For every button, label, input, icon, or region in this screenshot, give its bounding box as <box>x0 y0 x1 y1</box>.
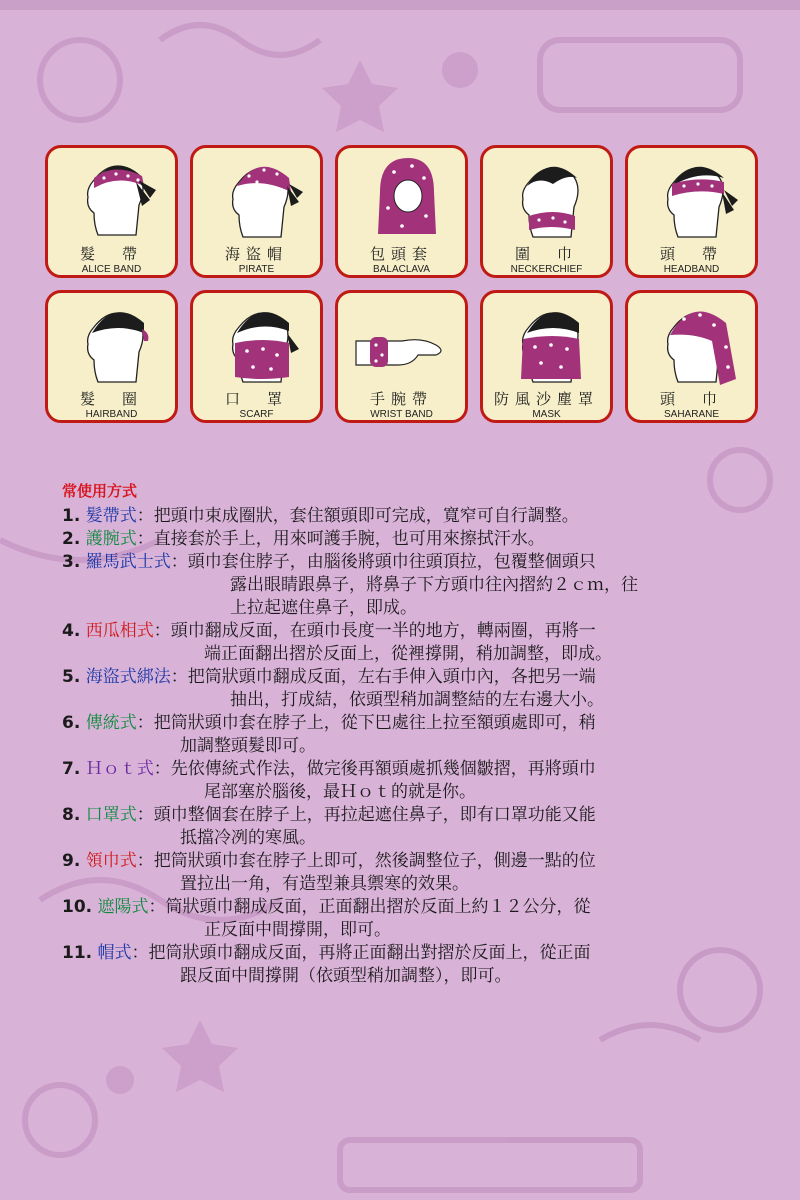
style-name-en: MASK <box>532 409 561 420</box>
instruction-item <box>62 758 752 804</box>
style-name-zh: 口 罩 <box>224 390 288 408</box>
style-name-en: NECKERCHIEF <box>510 264 583 275</box>
item-text: ：頭巾翻成反面，在頭巾長度一半的地方，轉兩圈，再將一 <box>153 621 596 641</box>
alice-band-illustration <box>64 152 164 240</box>
style-name-en: SCARF <box>239 409 274 420</box>
item-text: 加調整頭髮即可。 <box>180 736 316 756</box>
scarf-illustration <box>209 297 309 385</box>
instruction-item <box>62 551 752 620</box>
instruction-item <box>62 528 752 551</box>
item-text: 上拉起遮住鼻子，即成。 <box>230 598 417 618</box>
style-cards-grid <box>45 145 765 423</box>
item-number: 9. <box>62 851 81 871</box>
item-number: 5. <box>62 667 81 687</box>
style-card <box>625 290 758 423</box>
style-name-en: WRIST BAND <box>370 409 433 420</box>
style-name-zh: 海盜帽 <box>224 245 288 263</box>
item-text: ：直接套於手上，用來呵護手腕，也可用來擦拭汗水。 <box>136 529 545 549</box>
instruction-item <box>62 620 752 666</box>
item-text: 抽出，打成結，依頭型稍加調整結的左右邊大小。 <box>230 690 604 710</box>
style-card <box>480 290 613 423</box>
balaclava-illustration <box>354 152 454 240</box>
style-name-zh: 圍 巾 <box>514 245 578 263</box>
hairband-illustration <box>64 297 164 385</box>
item-style-name: 帽式 <box>97 943 132 963</box>
item-number: 2. <box>62 529 81 549</box>
style-card <box>190 145 323 278</box>
item-text: ：先依傳統式作法，做完後再額頭處抓幾個皺摺，再將頭巾 <box>153 759 596 779</box>
item-text: 尾部塞於腦後，最Ｈｏｔ的就是你。 <box>204 782 476 802</box>
item-text: 置拉出一角，有造型兼具禦寒的效果。 <box>180 874 469 894</box>
style-card <box>190 290 323 423</box>
mask-illustration <box>499 297 599 385</box>
item-text: 露出眼睛跟鼻子，將鼻子下方頭巾往內摺約２ｃｍ，往 <box>230 575 638 595</box>
headband-illustration <box>644 152 744 240</box>
instruction-item <box>62 896 752 942</box>
style-name-en: PIRATE <box>238 264 275 275</box>
instruction-item <box>62 712 752 758</box>
style-name-zh: 髮 帶 <box>79 245 143 263</box>
style-name-zh: 包頭套 <box>369 245 433 263</box>
item-style-name: 羅馬武士式 <box>85 552 171 572</box>
item-number: 7. <box>62 759 81 779</box>
neckerchief-illustration <box>499 152 599 240</box>
item-style-name: 護腕式 <box>85 529 137 549</box>
style-name-zh: 手腕帶 <box>369 390 433 408</box>
instruction-item <box>62 942 752 988</box>
style-card <box>625 145 758 278</box>
style-name-en: HAIRBAND <box>85 409 138 420</box>
item-number: 3. <box>62 552 81 572</box>
item-style-name: 遮陽式 <box>97 897 149 917</box>
item-text: ：把筒狀頭巾翻成反面，再將正面翻出對摺於反面上，從正面 <box>131 943 591 963</box>
item-text: ：把筒狀頭巾翻成反面，左右手伸入頭巾內，各把另一端 <box>170 667 596 687</box>
item-text: 正反面中間撐開，即可。 <box>204 920 391 940</box>
instruction-item <box>62 666 752 712</box>
instruction-item <box>62 804 752 850</box>
item-style-name: 口罩式 <box>85 805 137 825</box>
item-text: ：把筒狀頭巾套在脖子上，從下巴處往上拉至額頭處即可，稍 <box>136 713 596 733</box>
item-number: 8. <box>62 805 81 825</box>
item-number: 11. <box>62 943 93 963</box>
usage-instructions <box>62 480 752 988</box>
item-text: 端正面翻出摺於反面上，從裡撐開，稍加調整，即成。 <box>204 644 612 664</box>
style-card <box>45 145 178 278</box>
style-name-zh: 頭 巾 <box>659 390 723 408</box>
instructions-title: 常使用方式 <box>62 482 138 500</box>
instruction-item <box>62 850 752 896</box>
item-number: 6. <box>62 713 81 733</box>
wrist-band-illustration <box>354 297 454 385</box>
style-name-en: HEADBAND <box>663 264 720 275</box>
style-card <box>480 145 613 278</box>
style-name-zh: 防風沙塵罩 <box>493 390 599 408</box>
item-number: 1. <box>62 506 81 526</box>
item-number: 4. <box>62 621 81 641</box>
item-style-name: 西瓜相式 <box>85 621 154 641</box>
item-text: ：把筒狀頭巾套在脖子上即可，然後調整位子，側邊一點的位 <box>136 851 596 871</box>
item-text: ：頭巾套住脖子，由腦後將頭巾往頭頂拉，包覆整個頭只 <box>170 552 596 572</box>
style-name-en: SAHARANE <box>663 409 719 420</box>
item-style-name: 海盜式綁法 <box>85 667 171 687</box>
style-name-zh: 頭 帶 <box>659 245 723 263</box>
item-style-name: 領巾式 <box>85 851 137 871</box>
style-card <box>335 290 468 423</box>
item-style-name: 髮帶式 <box>85 506 137 526</box>
style-name-zh: 髮 圈 <box>79 390 143 408</box>
item-text: 抵擋冷冽的寒風。 <box>180 828 316 848</box>
item-text: ：頭巾整個套在脖子上，再拉起遮住鼻子，即有口罩功能又能 <box>136 805 596 825</box>
item-text: ：筒狀頭巾翻成反面，正面翻出摺於反面上約１２公分，從 <box>148 897 591 917</box>
item-text: 跟反面中間撐開（依頭型稍加調整），即可。 <box>180 966 512 986</box>
style-name-en: ALICE BAND <box>81 264 142 275</box>
style-card <box>45 290 178 423</box>
item-number: 10. <box>62 897 93 917</box>
instruction-item <box>62 505 752 528</box>
item-text: ：把頭巾束成圈狀，套住額頭即可完成，寬窄可自行調整。 <box>136 506 579 526</box>
pirate-illustration <box>209 152 309 240</box>
saharane-illustration <box>644 297 744 385</box>
style-name-en: BALACLAVA <box>373 264 430 275</box>
item-style-name: 傳統式 <box>85 713 137 733</box>
style-card <box>335 145 468 278</box>
item-style-name: Ｈｏｔ式 <box>85 759 154 779</box>
